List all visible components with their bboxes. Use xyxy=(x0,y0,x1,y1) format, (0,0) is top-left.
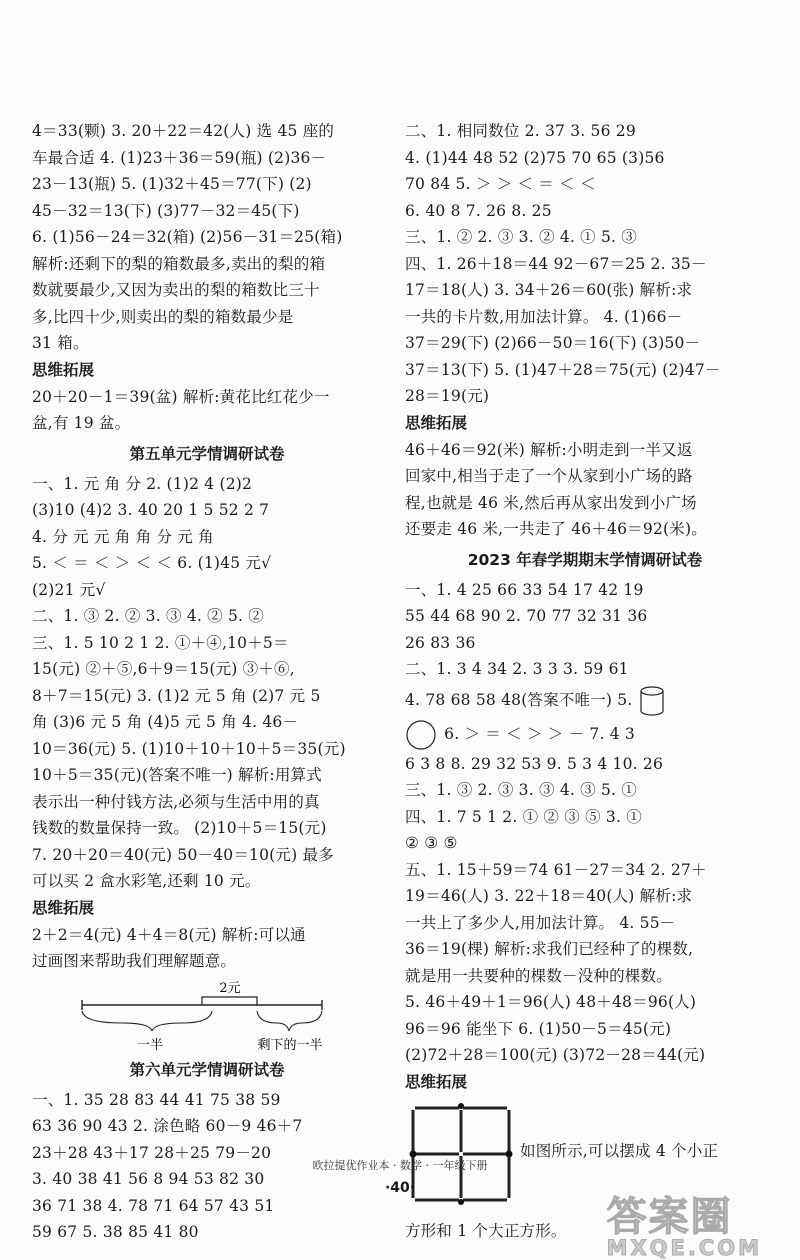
answer-line: 17＝18(人) 3. 34＋26＝60(张) 解析:求 xyxy=(405,281,693,299)
answer-line: 26 83 36 xyxy=(405,633,476,652)
diagram-right-label: 剩下的一半 xyxy=(257,1037,323,1053)
answer-line: 车最合适 4. (1)23＋36＝59(瓶) (2)36－ xyxy=(32,148,327,167)
unit6-title: 第六单元学情调研试卷 xyxy=(129,1060,285,1079)
answer-line: 一共上了多少人,用加法计算。 4. 55－ xyxy=(405,913,676,932)
right-column xyxy=(405,118,765,1244)
answer-line: 63 36 90 43 2. 涂色略 60－9 46＋7 xyxy=(32,1117,303,1135)
answer-line-with-circle xyxy=(405,717,765,751)
final-exam-title: 2023 年春学期期末学情调研试卷 xyxy=(467,550,703,569)
answer-line: 解析:还剩下的梨的箱数最多,卖出的梨的箱 xyxy=(32,254,326,273)
left-brace xyxy=(82,1011,212,1031)
answer-line: 4. 分 元 元 角 角 分 元 角 xyxy=(32,527,214,546)
answer-line: 还要走 46 米,一共走了 46＋46＝92(米)。 xyxy=(405,520,707,538)
diagram-left-label: 一半 xyxy=(136,1037,164,1053)
answer-text: 6. ＞ ＝ ＜ ＞ ＞ － 7. 4 3 xyxy=(444,724,635,743)
answer-line: 四、1. 7 5 1 2. ① ② ③ ⑤ 3. ① xyxy=(405,807,642,826)
answer-line: 4＝33(颗) 3. 20＋22＝42(人) 选 45 座的 xyxy=(32,122,335,140)
answer-line: (2)21 元√ xyxy=(32,580,106,599)
answer-line: 96＝96 能坐下 6. (1)50－5＝45(元) xyxy=(405,1019,672,1038)
answer-line: (3)10 (4)2 3. 40 20 1 5 52 2 7 xyxy=(32,501,270,519)
answer-line: 4. (1)44 48 52 (2)75 70 65 (3)56 xyxy=(405,148,665,167)
answer-line: 二、1. 相同数位 2. 37 3. 56 29 xyxy=(405,122,636,140)
diagram-svg xyxy=(32,975,382,1053)
answer-line: 2＋2＝4(元) 4＋4＝8(元) 解析:可以通 xyxy=(32,925,306,944)
section-heading: 思维拓展 xyxy=(32,360,95,379)
answer-line: 角 (3)6 元 5 角 (4)5 元 5 角 4. 46－ xyxy=(32,713,299,731)
answer-line: ② ③ ⑤ xyxy=(405,834,458,852)
answer-line: 3. 40 38 41 56 8 94 53 82 30 xyxy=(32,1170,265,1188)
unit5-title: 第五单元学情调研试卷 xyxy=(129,444,285,463)
answer-line: 程,也就是 46 米,然后再从家出发到小广场 xyxy=(405,493,697,512)
cylinder-icon xyxy=(638,685,666,717)
answer-line-with-cylinder xyxy=(405,683,765,717)
answer-line: 四、1. 26＋18＝44 92－67＝25 2. 35－ xyxy=(405,254,707,273)
answer-line: 28＝19(元) xyxy=(405,387,490,405)
answer-line: 8＋7＝15(元) 3. (1)2 元 5 角 (2)7 元 5 xyxy=(32,686,321,705)
answer-text: 4. 78 68 58 48(答案不唯一) 5. xyxy=(405,690,633,709)
answer-line: 15(元) ②＋⑤,6＋9＝15(元) ③＋⑥, xyxy=(32,660,295,678)
answer-line: 一共的卡片数,用加法计算。 4. (1)66－ xyxy=(405,307,683,326)
unit5-answers xyxy=(32,471,382,895)
answer-line: 盆,有 19 盆。 xyxy=(32,414,131,432)
answer-line: 5. ＜ ＝ ＜ ＞ ＜ ＜ 6. (1)45 元√ xyxy=(32,554,272,572)
answer-line: 6 3 8 8. 29 32 53 9. 5 3 4 10. 26 xyxy=(405,754,664,773)
section-heading: 思维拓展 xyxy=(32,898,95,917)
answer-line: 37＝29(下) (2)66－50＝16(下) (3)50－ xyxy=(405,334,701,352)
answer-line: 37＝13(下) 5. (1)47＋28＝75(元) (2)47－ xyxy=(405,360,721,379)
answer-line: 36 71 38 4. 78 71 64 57 43 51 xyxy=(32,1196,275,1215)
answer-line: (2)72＋28＝100(元) (3)72－28＝44(元) xyxy=(405,1046,706,1064)
answer-line: 5. 46＋49＋1＝96(人) 48＋48＝96(人) xyxy=(405,993,697,1011)
answer-line: 7. 20＋20＝40(元) 50－40＝10(元) 最多 xyxy=(32,845,334,864)
answer-line: 36＝19(棵) 解析:求我们已经种了的棵数, xyxy=(405,940,694,958)
right-brace xyxy=(257,1011,322,1031)
answer-line: 70 84 5. ＞ ＞ ＜ ＝ ＜ ＜ xyxy=(405,175,596,193)
answer-line: 方形和 1 个大正方形。 xyxy=(405,1221,567,1240)
section-heading: 思维拓展 xyxy=(405,1072,468,1091)
answer-line: 59 67 5. 38 85 41 80 xyxy=(32,1223,199,1241)
answer-line: 回家中,相当于走了一个从家到小广场的路 xyxy=(405,467,693,485)
watermark-logo xyxy=(607,1185,762,1260)
book-footer: 欧拉提优作业本 · 数学 · 一年级下册 xyxy=(312,1159,488,1172)
answer-line: 五、1. 15＋59＝74 61－27＝34 2. 27＋ xyxy=(405,860,707,879)
answer-line: 表示出一种付钱方法,必须与生活中用的真 xyxy=(32,792,320,811)
answer-line: 过画图来帮助我们理解题意。 xyxy=(32,952,237,970)
answer-line: 就是用一共要种的棵数－没种的棵数。 xyxy=(405,966,672,985)
answer-line: 二、1. ③ 2. ② 3. ③ 4. ② 5. ② xyxy=(32,607,264,625)
final-answers xyxy=(405,577,765,1069)
answer-line: 20＋20－1＝39(盆) 解析:黄花比红花少一 xyxy=(32,387,330,406)
answer-line: 钱数的数量保持一致。 (2)10＋5＝15(元) xyxy=(32,819,327,837)
answer-line: 一、1. 4 25 66 33 54 17 42 19 xyxy=(405,580,644,599)
answer-line: 55 44 68 90 2. 70 77 32 31 36 xyxy=(405,607,648,625)
answer-line: 23＋28 43＋17 28＋25 79－20 xyxy=(32,1143,272,1162)
right-answer-lines xyxy=(405,118,765,410)
answer-line: 三、1. 5 10 2 1 2. ①＋④,10＋5＝ xyxy=(32,633,289,652)
answer-line: 二、1. 3 4 34 2. 3 3 3. 59 61 xyxy=(405,660,629,678)
answer-line: 19＝46(人) 3. 22＋18＝40(人) 解析:求 xyxy=(405,887,693,905)
answer-line: 可以买 2 盒水彩笔,还剩 10 元。 xyxy=(32,872,261,890)
answer-line: 多,比四十少,则卖出的梨的箱数最少是 xyxy=(32,307,294,326)
top-bracket xyxy=(202,997,257,1005)
answer-line: 6. (1)56－24＝32(箱) (2)56－31＝25(箱) xyxy=(32,228,343,246)
answer-line: 三、1. ③ 2. ③ 3. ③ 4. ③ 5. ① xyxy=(405,781,637,799)
answer-line: 一、1. 元 角 分 2. (1)2 4 (2)2 xyxy=(32,474,253,493)
answer-line: 三、1. ② 2. ③ 3. ② 4. ① 5. ③ xyxy=(405,228,637,246)
answer-line: 10＋5＝35(元)(答案不唯一) 解析:用算式 xyxy=(32,766,322,784)
figure-explanation: 如图所示,可以摆成 4 个小正 xyxy=(520,1141,719,1160)
answer-line: 45－32＝13(下) (3)77－32＝45(下) xyxy=(32,201,300,220)
left-answer-lines xyxy=(32,118,382,357)
answer-line: 31 箱。 xyxy=(32,334,89,352)
answer-line: 10＝36(元) 5. (1)10＋10＋10＋5＝35(元) xyxy=(32,739,346,758)
watermark-text: 答案圈 xyxy=(606,1194,733,1240)
circle-icon xyxy=(405,719,439,751)
page-number: ·40· xyxy=(384,1180,416,1196)
answer-line: 23－13(瓶) 5. (1)32＋45＝77(下) (2) xyxy=(32,175,312,193)
left-column xyxy=(32,118,382,1246)
answer-line: 一、1. 35 28 83 44 41 75 38 59 xyxy=(32,1090,281,1109)
answer-line: 数就要最少,又因为卖出的梨的箱数比三十 xyxy=(32,281,320,299)
answer-line: 6. 40 8 7. 26 8. 25 xyxy=(405,201,552,220)
line-segment-diagram xyxy=(32,975,382,1053)
watermark-url: MXQE.COM xyxy=(606,1236,762,1260)
diagram-top-label: 2元 xyxy=(219,980,241,996)
answer-line: 46＋46＝92(米) 解析:小明走到一半又返 xyxy=(405,440,693,459)
section-heading: 思维拓展 xyxy=(405,413,468,432)
